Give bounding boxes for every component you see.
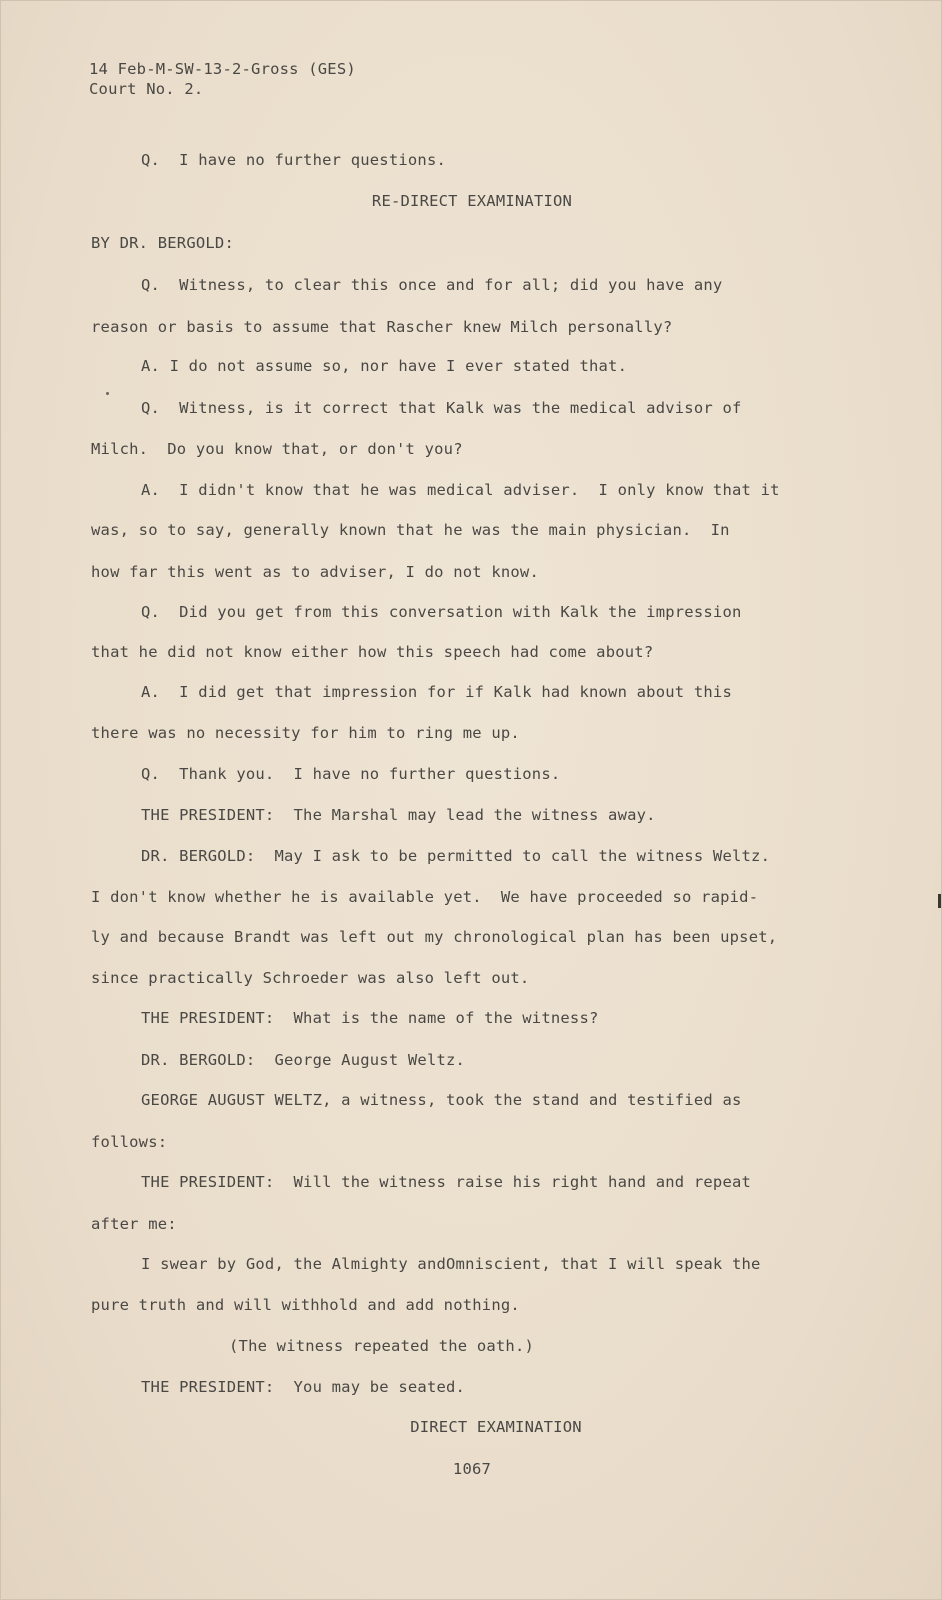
transcript-line: that he did not know either how this speech had come about? xyxy=(91,643,654,661)
transcript-line: Q. Did you get from this conversation with Kalk the impression xyxy=(141,603,742,621)
transcript-line: how far this went as to adviser, I do not know. xyxy=(91,563,539,581)
section-heading-direct: DIRECT EXAMINATION xyxy=(410,1418,582,1436)
transcript-line: A. I do not assume so, nor have I ever stated that. xyxy=(141,357,628,375)
transcript-line: THE PRESIDENT: What is the name of the witness? xyxy=(141,1009,599,1027)
header-case-reference: 14 Feb-M-SW-13-2-Gross (GES) xyxy=(89,60,356,78)
transcript-line: Milch. Do you know that, or don't you? xyxy=(91,440,463,458)
transcript-line: I don't know whether he is available yet. We have proceeded so rapid- xyxy=(91,888,759,906)
transcript-line: Q. Witness, to clear this once and for all; did you have any xyxy=(141,276,723,294)
header-court-number: Court No. 2. xyxy=(89,80,204,98)
section-heading-redirect: RE-DIRECT EXAMINATION xyxy=(371,192,573,210)
transcript-line: there was no necessity for him to ring me up. xyxy=(91,724,520,742)
transcript-line: DR. BERGOLD: May I ask to be permitted to call the witness Weltz. xyxy=(141,847,771,865)
transcript-line: Q. I have no further questions. xyxy=(141,151,447,169)
page-number: 1067 xyxy=(452,1460,492,1478)
transcript-line: THE PRESIDENT: The Marshal may lead the witness away. xyxy=(141,806,656,824)
oath-line: pure truth and will withhold and add nothing. xyxy=(91,1296,520,1314)
transcript-line: follows: xyxy=(91,1133,168,1151)
transcript-line: GEORGE AUGUST WELTZ, a witness, took the stand and testified as xyxy=(141,1091,742,1109)
transcript-line: A. I did get that impression for if Kalk had known about this xyxy=(141,683,732,701)
ink-dot xyxy=(106,392,109,395)
transcript-line: Q. Witness, is it correct that Kalk was the medical advisor of xyxy=(141,399,742,417)
transcript-line: Q. Thank you. I have no further questions. xyxy=(141,765,561,783)
transcript-line: THE PRESIDENT: You may be seated. xyxy=(141,1378,466,1396)
transcript-line: was, so to say, generally known that he was the main physician. In xyxy=(91,521,730,539)
stage-direction: (The witness repeated the oath.) xyxy=(229,1337,535,1355)
oath-line: I swear by God, the Almighty andOmniscient, that I will speak the xyxy=(141,1255,761,1273)
transcript-line: THE PRESIDENT: Will the witness raise his right hand and repeat xyxy=(141,1173,752,1191)
transcript-line: reason or basis to assume that Rascher knew Milch personally? xyxy=(91,318,673,336)
transcript-line: DR. BERGOLD: George August Weltz. xyxy=(141,1051,466,1069)
examiner-line: BY DR. BERGOLD: xyxy=(91,234,234,252)
edge-mark xyxy=(938,894,941,908)
transcript-line: A. I didn't know that he was medical adviser. I only know that it xyxy=(141,481,780,499)
transcript-line: ly and because Brandt was left out my chronological plan has been upset, xyxy=(91,928,778,946)
transcript-line: after me: xyxy=(91,1215,177,1233)
transcript-line: since practically Schroeder was also left out. xyxy=(91,969,530,987)
